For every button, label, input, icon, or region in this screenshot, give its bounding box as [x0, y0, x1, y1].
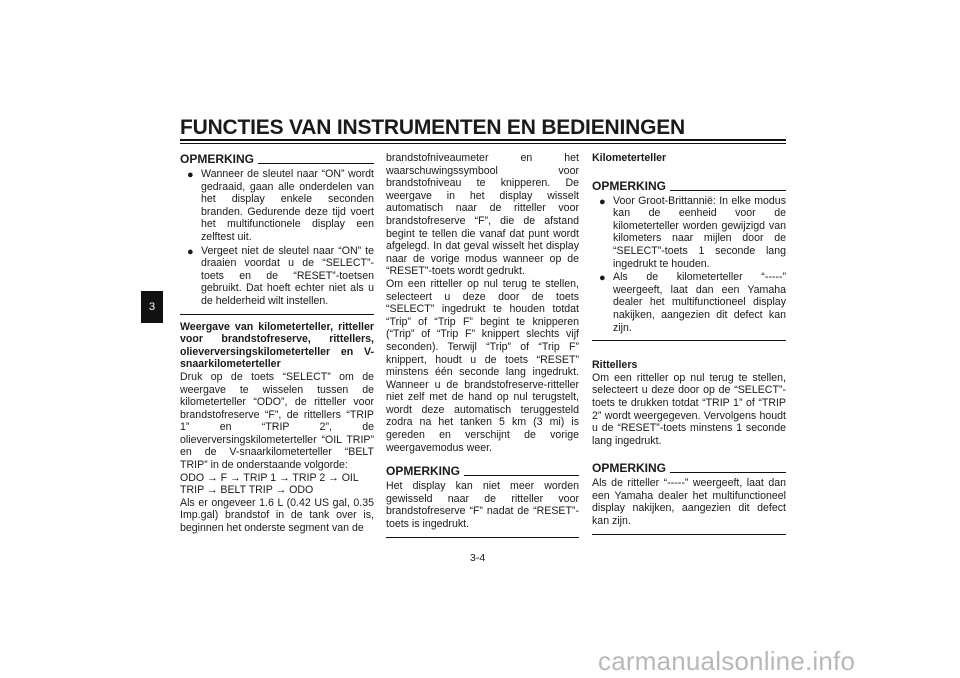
- note-end-rule: [592, 534, 786, 535]
- note-end-rule: [386, 537, 579, 538]
- note-label: OPMERKING: [592, 178, 667, 193]
- note-label: OPMERKING: [592, 461, 667, 476]
- watermark: carmanualsonline.info: [598, 646, 856, 676]
- mode-sequence: ODO → F → TRIP 1 → TRIP 2 → OIL TRIP → BELT TRIP → ODO: [180, 471, 359, 497]
- note-end-rule: [180, 314, 374, 315]
- note-text: Als de ritteller “-----” weergeeft, laat dan een Yamaha dealer het multifunctioneel display nakijken, aangezien dit defect kan zijn.: [592, 477, 786, 528]
- note-heading: [592, 179, 786, 193]
- note-heading: [180, 152, 374, 166]
- note-rule: [258, 163, 374, 164]
- list-item: ● Als de kilometerteller “-----” weergeeft, laat dan een Yamaha dealer het multifunctioneel display nakijken, aangezien dit defect kan zijn.: [599, 271, 786, 334]
- list-item: ● Wanneer de sleutel naar “ON” wordt gedraaid, gaan alle onderdelen van het display enkele seconden branden. Gedurende deze tijd voert het multifunctionele display een zelftest uit.: [187, 168, 374, 243]
- body-text: Als er ongeveer 1.6 L (0.42 US gal, 0.35 Imp.gal) brandstof in de tank over is, beginnen het onderste segment van de: [180, 496, 374, 535]
- list-item: ● Voor Groot-Brittannië: In elke modus kan de eenheid voor de kilometerteller worden gewijzigd van kilometers naar mijlen door de “SELECT”-toets 1 seconde lang ingedrukt te houden.: [599, 194, 786, 270]
- note-heading: [386, 464, 579, 478]
- note-end-rule: [592, 340, 786, 341]
- bullet-icon: ●: [187, 245, 194, 258]
- note-label: OPMERKING: [180, 152, 255, 166]
- body-text: Om een ritteller op nul terug te stellen, selecteert u deze door op de “SELECT”-toets te drukken totdat “TRIP 1” of “TRIP 2” wordt weergegeven. Vervolgens houdt u de “RESET”-toets minstens 1 seconde lang ingedrukt.: [592, 371, 786, 447]
- list-item: ● Vergeet niet de sleutel naar “ON” te draaien voordat u de “SELECT”-toets en de “RESET”-toetsen gebruikt. Dat hoeft echter niet als u de helderheid wilt instellen.: [187, 244, 374, 307]
- body-text: Druk op de toets “SELECT” om de weergave te wisselen tussen de kilometerteller “ODO”, de ritteller voor brandstofreserve “F”, de rittellers “TRIP 1” en “TRIP 2”, de olieverversingskilometerteller “OIL TRIP” en de V-snaarkilometerteller “BELT TRIP” in de onderstaande volgorde:: [180, 370, 374, 472]
- chapter-tab: 3: [141, 291, 163, 323]
- body-text: Om een ritteller op nul terug te stellen, selecteert u deze door de toets “SELECT” ingedrukt te houden totdat “Trip” of “Trip F” begint te knipperen (“Trip” of “Trip F” knippert slechts vijf seconden). Terwijl “Trip” of “Trip F” knippert, houdt u de toets “RESET” minstens één seconde lang ingedrukt. Wanneer u de brandstofreserve-ritteller niet zelf met de hand op nul terugstelt, wordt deze automatisch teruggesteld zodra na het tanken 5 km (3 mi) is gereden en verschijnt de vorige weergavemodus weer.: [386, 277, 579, 454]
- page-number: 3-4: [470, 552, 486, 564]
- note-bullet-list: [180, 168, 374, 308]
- section-title: Kilometerteller: [592, 152, 667, 164]
- note-heading: [592, 461, 786, 475]
- note-rule: [464, 475, 579, 476]
- note-rule: [670, 472, 786, 473]
- note-rule: [670, 190, 786, 191]
- section-title: Weergave van kilometerteller, ritteller voor brandstofreserve, rittellers, olieverversingskilometerteller en V-snaarkilometerteller: [180, 320, 374, 371]
- column-1: [180, 152, 374, 535]
- bullet-icon: ●: [599, 272, 606, 285]
- note-bullet-list: [592, 195, 786, 335]
- page-title: FUNCTIES VAN INSTRUMENTEN EN BEDIENINGEN: [180, 116, 685, 139]
- note-label: OPMERKING: [386, 464, 461, 479]
- column-3: [592, 152, 786, 535]
- section-title: Rittellers: [592, 359, 638, 372]
- body-text: brandstofniveaumeter en het waarschuwingssymbool voor brandstofniveau te knipperen. De weergave in het display wisselt automatisch naar de ritteller voor brandstofreserve “F”, die de afstand begint te tellen die vanaf dat punt wordt afgelegd. In dat geval wisselt het display naar de vorige modus wanneer op de “RESET”-toets wordt gedrukt.: [386, 152, 579, 278]
- bullet-icon: ●: [187, 169, 194, 181]
- note-text: Het display kan niet meer worden gewisseld naar de ritteller voor brandstofreserve “F” nadat de “RESET”-toets is ingedrukt.: [386, 480, 579, 531]
- header-rule-thin: [180, 143, 786, 144]
- column-2: [386, 152, 579, 538]
- bullet-icon: ●: [599, 195, 606, 208]
- header-rule: [180, 139, 786, 141]
